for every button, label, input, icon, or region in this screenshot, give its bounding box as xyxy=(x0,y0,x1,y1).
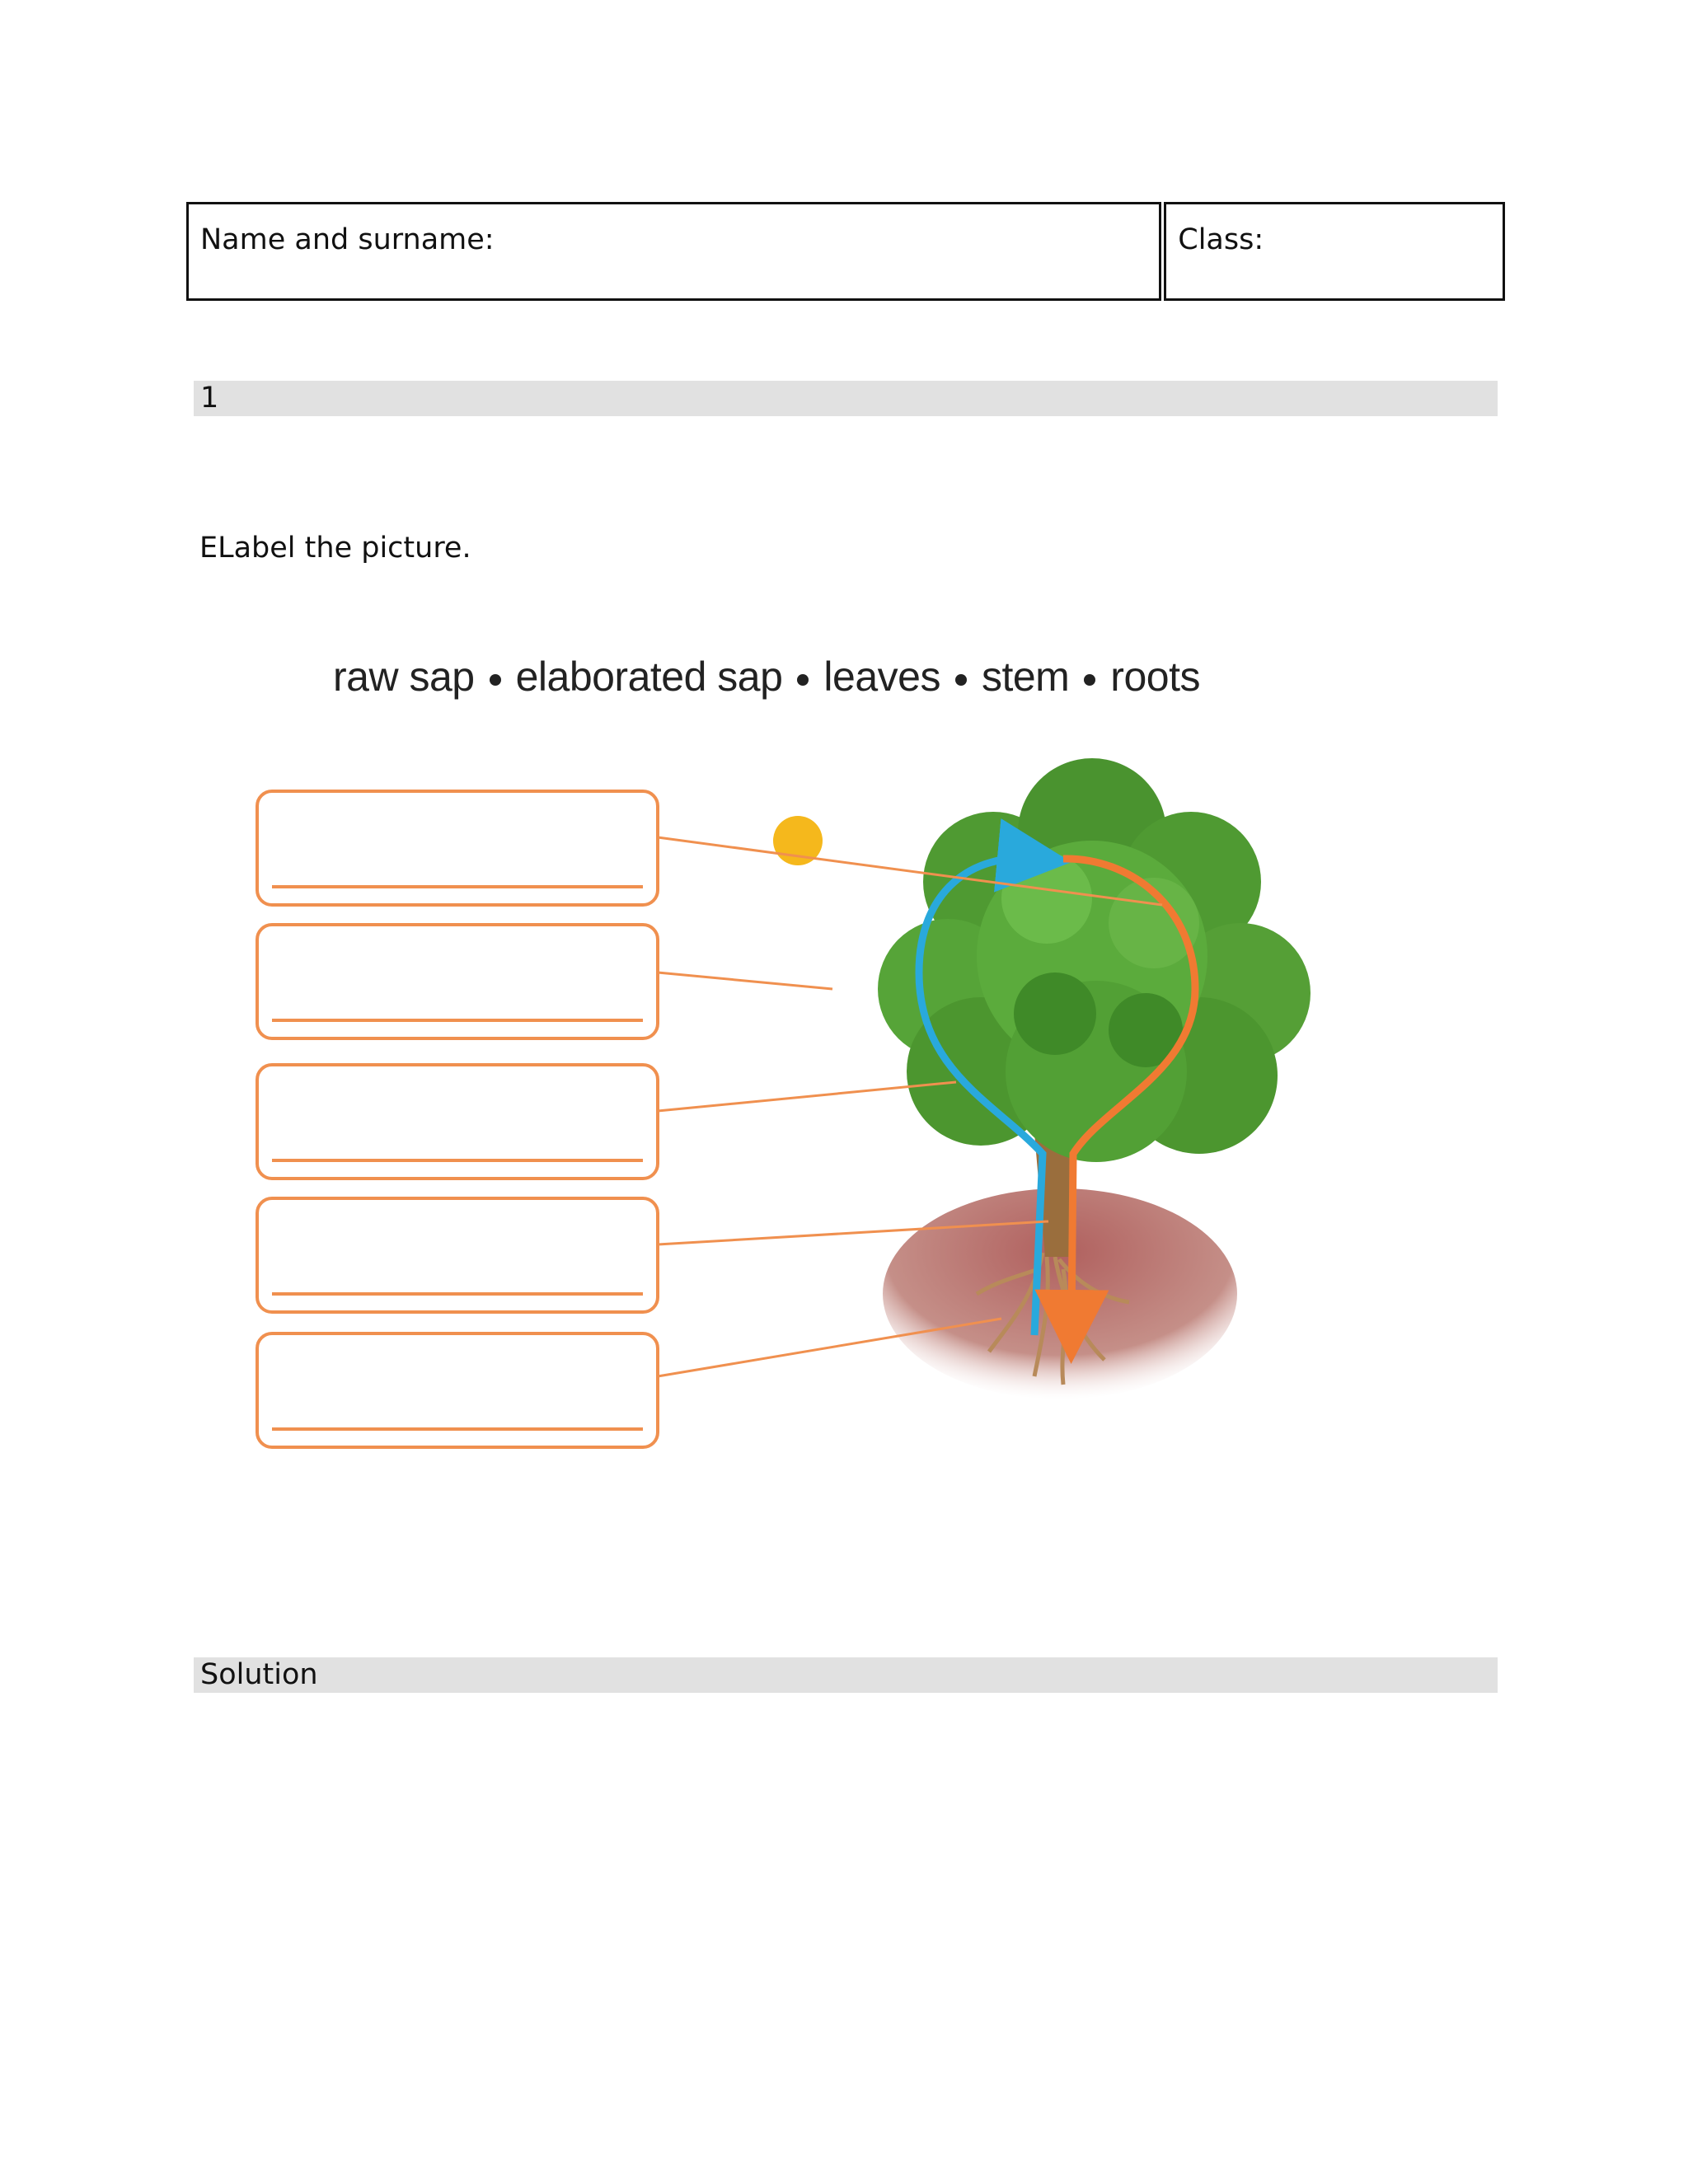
tree-diagram-figure xyxy=(231,643,1368,1508)
class-label: Class: xyxy=(1178,223,1264,256)
word-bank-item: stem xyxy=(981,654,1070,700)
name-label: Name and surname: xyxy=(200,223,495,256)
label-box[interactable] xyxy=(257,1333,658,1447)
foliage-illustration xyxy=(878,758,1311,1162)
student-info-table xyxy=(186,202,1505,301)
label-box[interactable] xyxy=(257,1198,658,1312)
question-number-bar xyxy=(194,381,1498,416)
name-field[interactable] xyxy=(186,202,1161,301)
word-bank-item: roots xyxy=(1110,654,1200,700)
question-number: 1 xyxy=(200,382,219,415)
label-box[interactable] xyxy=(257,1065,658,1179)
tree-sap-diagram xyxy=(231,643,1368,1508)
class-field[interactable] xyxy=(1164,202,1505,301)
word-bank-item: raw sap xyxy=(333,654,475,700)
question-instruction: ELabel the picture. xyxy=(199,532,471,565)
solution-heading: Solution xyxy=(200,1658,318,1691)
word-bank-item: elaborated sap xyxy=(515,654,783,700)
word-bank-item: leaves xyxy=(823,654,940,700)
label-box[interactable] xyxy=(257,925,658,1038)
label-box[interactable] xyxy=(257,791,658,905)
solution-bar xyxy=(194,1657,1498,1693)
